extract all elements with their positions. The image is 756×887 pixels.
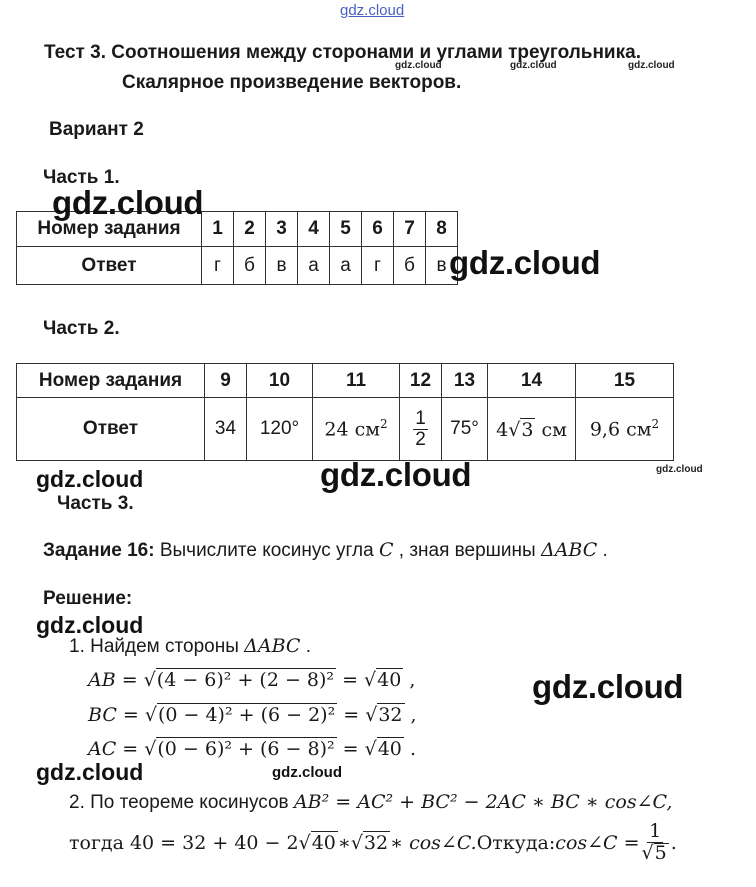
answer-11-value: 24 см bbox=[324, 418, 380, 441]
part2-answer-label: Ответ bbox=[17, 398, 205, 461]
part2-answer: 120° bbox=[247, 398, 313, 461]
watermark: gdz.cloud bbox=[656, 464, 703, 475]
part1-answer: а bbox=[330, 247, 362, 285]
part2-answer: 34 bbox=[205, 398, 247, 461]
step3-mul: ∗ bbox=[337, 831, 351, 854]
part2-task-number: 9 bbox=[205, 364, 247, 398]
part2-task-number: 10 bbox=[247, 364, 313, 398]
part1-answer: г bbox=[362, 247, 394, 285]
watermark: gdz.cloud bbox=[36, 466, 144, 492]
step3-end: . bbox=[670, 831, 677, 854]
part2-answer bbox=[400, 398, 442, 461]
watermark: gdz.cloud bbox=[510, 60, 557, 71]
page-title: Тест 3. Соотношения между сторонами и углами треугольника. bbox=[44, 42, 641, 63]
watermark: gdz.cloud bbox=[449, 244, 601, 281]
watermark: gdz.cloud bbox=[52, 184, 204, 221]
answer-15-value: 9,6 см bbox=[589, 418, 652, 441]
part1-answer: в bbox=[266, 247, 298, 285]
part2-table bbox=[16, 363, 674, 461]
part1-task-number: 1 bbox=[202, 212, 234, 247]
part2-task-number: 12 bbox=[400, 364, 442, 398]
task-label: Задание 16: bbox=[43, 540, 155, 561]
part1-task-number: 3 bbox=[266, 212, 298, 247]
result-fraction bbox=[640, 822, 671, 864]
part1-table bbox=[16, 211, 458, 285]
part1-header-label: Номер задания bbox=[17, 212, 202, 247]
watermark: gdz.cloud bbox=[532, 668, 684, 705]
step2-text: 2. По теореме косинусов bbox=[69, 792, 294, 813]
part1-answer-label: Ответ bbox=[17, 247, 202, 285]
formula-eq: = bbox=[337, 704, 366, 726]
step1-triangle: ΔABC bbox=[244, 635, 301, 657]
formula-eq: = bbox=[336, 738, 365, 760]
part2-task-number: 14 bbox=[488, 364, 576, 398]
task-text-2: , зная вершины bbox=[393, 540, 541, 561]
part1-answer: а bbox=[298, 247, 330, 285]
part2-answer bbox=[488, 398, 576, 461]
part2-heading: Часть 2. bbox=[43, 318, 120, 339]
watermark-top-link[interactable]: gdz.cloud bbox=[340, 2, 405, 19]
part1-answer: б bbox=[234, 247, 266, 285]
part2-task-number: 11 bbox=[313, 364, 400, 398]
task-16 bbox=[43, 539, 608, 562]
sqrt-symbol: √ 5 bbox=[641, 841, 667, 864]
part3-heading: Часть 3. bbox=[57, 493, 134, 514]
step-3 bbox=[69, 822, 677, 864]
formula-ac bbox=[88, 737, 416, 760]
radicand: 3 bbox=[521, 418, 534, 441]
part1-answer: б bbox=[394, 247, 426, 285]
part1-task-number: 4 bbox=[298, 212, 330, 247]
answer-14-unit: см bbox=[535, 418, 567, 441]
formula-lhs: AC = bbox=[88, 738, 145, 760]
step1-text: 1. Найдем стороны bbox=[69, 636, 245, 657]
radicand: (0 − 4)² + (6 − 2)² bbox=[157, 704, 336, 726]
radicand: 40 bbox=[377, 669, 402, 691]
variant-heading: Вариант 2 bbox=[49, 119, 144, 140]
sqrt-symbol: √ 32 bbox=[365, 704, 403, 726]
radicand: 5 bbox=[654, 841, 667, 864]
formula-bc bbox=[88, 703, 417, 726]
part1-task-number: 8 bbox=[426, 212, 458, 247]
part1-answer: г bbox=[202, 247, 234, 285]
step-2 bbox=[69, 791, 672, 814]
fraction-numerator: 1 bbox=[415, 407, 426, 429]
watermark: gdz.cloud bbox=[36, 759, 144, 785]
step-1 bbox=[69, 635, 311, 658]
fraction-denominator bbox=[640, 843, 671, 864]
page-subtitle: Скалярное произведение векторов. bbox=[122, 72, 462, 93]
part2-header-label: Номер задания bbox=[17, 364, 205, 398]
watermark: gdz.cloud bbox=[628, 60, 675, 71]
answer-14-coef: 4 bbox=[496, 418, 509, 441]
watermark: gdz.cloud bbox=[272, 764, 342, 781]
radicand: 40 bbox=[311, 832, 336, 855]
sqrt-symbol: √ 32 bbox=[350, 832, 389, 855]
sqrt-symbol: √ (0 − 6)² + (6 − 8)² bbox=[144, 738, 335, 760]
step3-result-lhs: cos∠C = bbox=[555, 831, 640, 854]
task-end: . bbox=[597, 540, 608, 561]
step2-formula: AB² = AC² + BC² − 2AC ∗ BC ∗ cos∠C, bbox=[293, 791, 673, 813]
radicand: 32 bbox=[378, 704, 403, 726]
radicand: (4 − 6)² + (2 − 8)² bbox=[156, 669, 335, 691]
formula-lhs: AB = bbox=[88, 669, 144, 691]
formula-lhs: BC = bbox=[88, 704, 145, 726]
part2-answer: 75° bbox=[442, 398, 488, 461]
formula-end: , bbox=[404, 704, 417, 726]
watermark: gdz.cloud bbox=[320, 456, 472, 493]
part2-answer bbox=[576, 398, 674, 461]
watermark: gdz.cloud bbox=[395, 60, 442, 71]
fraction-denominator: 2 bbox=[415, 428, 426, 450]
watermark: gdz.cloud bbox=[36, 612, 144, 638]
part1-task-number: 6 bbox=[362, 212, 394, 247]
task-text: Вычислите косинус угла bbox=[154, 540, 379, 561]
step3-cos: ∗ cos∠C. bbox=[390, 831, 477, 854]
part1-task-number: 2 bbox=[234, 212, 266, 247]
step3-from: Откуда: bbox=[476, 831, 556, 854]
sqrt-symbol: √ 3 bbox=[508, 418, 534, 441]
part2-task-number: 13 bbox=[442, 364, 488, 398]
part1-task-number: 7 bbox=[394, 212, 426, 247]
part2-answer bbox=[313, 398, 400, 461]
solution-heading: Решение: bbox=[43, 588, 133, 609]
answer-12-fraction bbox=[413, 409, 428, 450]
sqrt-symbol: √ 40 bbox=[364, 669, 402, 691]
answer-15-exponent: 2 bbox=[651, 417, 660, 432]
part1-task-number: 5 bbox=[330, 212, 362, 247]
part2-task-number: 15 bbox=[576, 364, 674, 398]
part1-answer: в bbox=[426, 247, 458, 285]
radicand: 32 bbox=[363, 832, 389, 855]
fraction-numerator: 1 bbox=[649, 820, 662, 842]
radicand: (0 − 6)² + (6 − 8)² bbox=[157, 738, 335, 760]
formula-end: . bbox=[403, 738, 416, 760]
radicand: 40 bbox=[377, 738, 402, 760]
sqrt-symbol: √ 40 bbox=[364, 738, 402, 760]
answer-11-exponent: 2 bbox=[380, 417, 388, 432]
sqrt-symbol: √ (4 − 6)² + (2 − 8)² bbox=[143, 669, 335, 691]
task-triangle: ΔABC bbox=[540, 539, 598, 561]
formula-eq: = bbox=[336, 669, 365, 691]
sqrt-symbol: √ (0 − 4)² + (6 − 2)² bbox=[144, 704, 336, 726]
step1-end: . bbox=[300, 636, 311, 657]
sqrt-symbol: √ 40 bbox=[298, 832, 336, 855]
formula-ab bbox=[88, 668, 415, 691]
part1-heading: Часть 1. bbox=[43, 167, 120, 188]
step3-expr: тогда 40 = 32 + 40 − 2 bbox=[69, 831, 299, 854]
formula-end: , bbox=[403, 669, 416, 691]
task-variable: C bbox=[378, 539, 394, 561]
